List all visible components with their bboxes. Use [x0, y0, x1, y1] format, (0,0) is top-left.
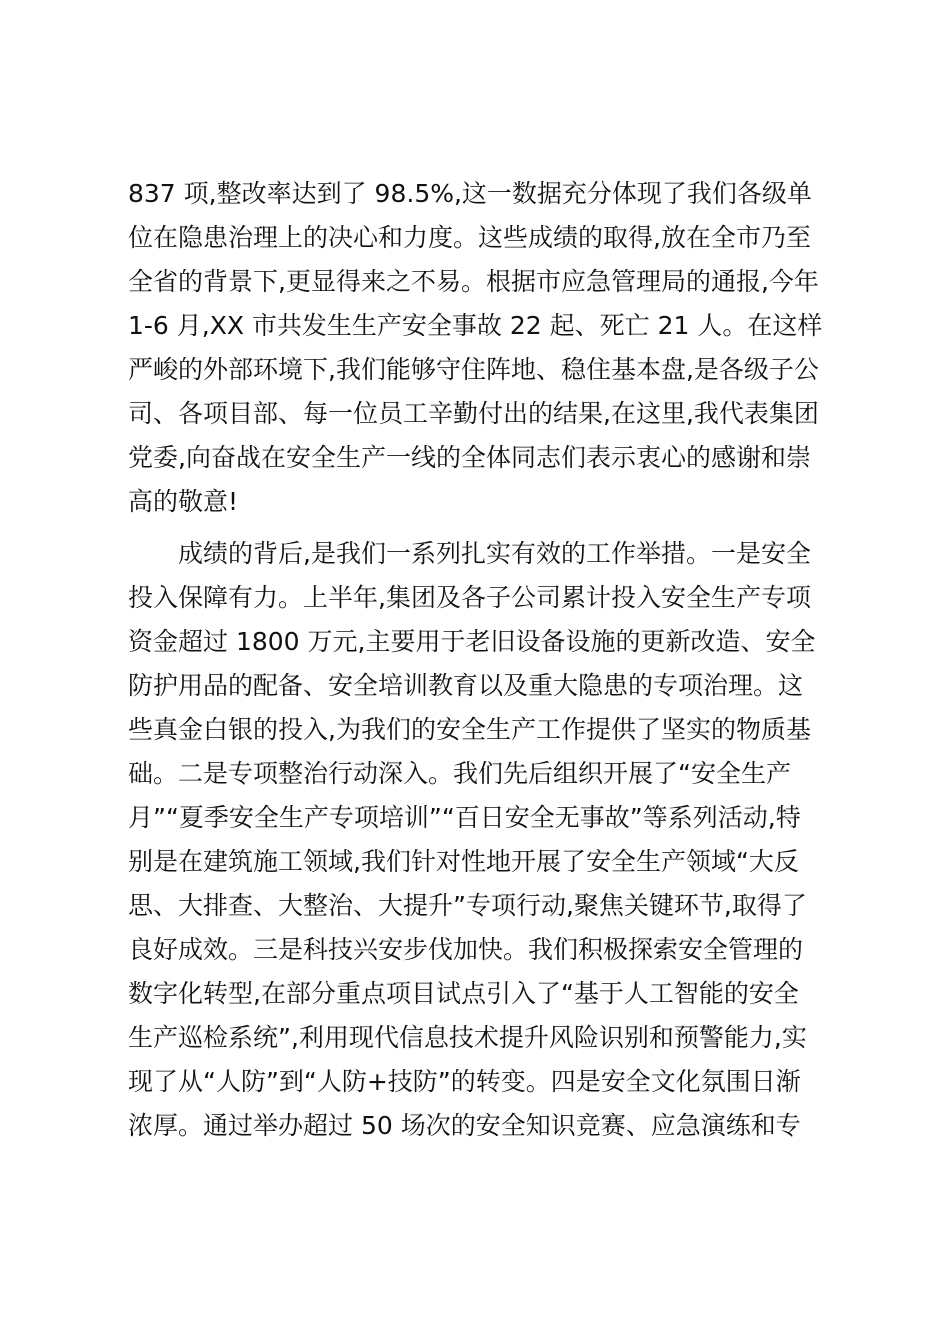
text-line: 思、大排查、大整治、大提升”专项行动,聚焦关键环节,取得了	[128, 891, 807, 920]
text-line: 高的敬意!	[128, 487, 239, 516]
text-line: 良好成效。三是科技兴安步伐加快。我们积极探索安全管理的	[128, 935, 804, 964]
text-line: 严峻的外部环境下,我们能够守住阵地、稳住基本盘,是各级子公	[128, 355, 819, 384]
text-line: 别是在建筑施工领域,我们针对性地开展了安全生产领域“大反	[128, 847, 799, 876]
paragraph-first-line: 成绩的背后,是我们一系列扎实有效的工作举措。一是安全	[178, 539, 811, 568]
text-line: 资金超过 1800 万元,主要用于老旧设备设施的更新改造、安全	[128, 627, 816, 656]
text-line: 月”“夏季安全生产专项培训”“百日安全无事故”等系列活动,特	[128, 803, 801, 832]
text-line: 浓厚。通过举办超过 50 场次的安全知识竞赛、应急演练和专	[128, 1111, 801, 1140]
text-line: 生产巡检系统”,利用现代信息技术提升风险识别和预警能力,实	[128, 1023, 807, 1052]
text-line: 1-6 月,XX 市共发生生产安全事故 22 起、死亡 21 人。在这样	[128, 311, 823, 340]
text-line: 投入保障有力。上半年,集团及各子公司累计投入安全生产专项	[128, 583, 811, 612]
text-line: 防护用品的配备、安全培训教育以及重大隐患的专项治理。这	[128, 671, 804, 700]
text-line: 数字化转型,在部分重点项目试点引入了“基于人工智能的安全	[128, 979, 799, 1008]
text-line: 些真金白银的投入,为我们的安全生产工作提供了坚实的物质基	[128, 715, 811, 744]
text-line: 837 项,整改率达到了 98.5%,这一数据充分体现了我们各级单	[128, 179, 812, 208]
text-line: 司、各项目部、每一位员工辛勤付出的结果,在这里,我代表集团	[128, 399, 819, 428]
text-line: 现了从“人防”到“人防+技防”的转变。四是安全文化氛围日渐	[128, 1067, 801, 1096]
text-line: 位在隐患治理上的决心和力度。这些成绩的取得,放在全市乃至	[128, 223, 811, 252]
text-line: 党委,向奋战在安全生产一线的全体同志们表示衷心的感谢和崇	[128, 443, 811, 472]
text-line: 全省的背景下,更显得来之不易。根据市应急管理局的通报,今年	[128, 267, 819, 296]
text-line: 础。二是专项整治行动深入。我们先后组织开展了“安全生产	[128, 759, 791, 788]
